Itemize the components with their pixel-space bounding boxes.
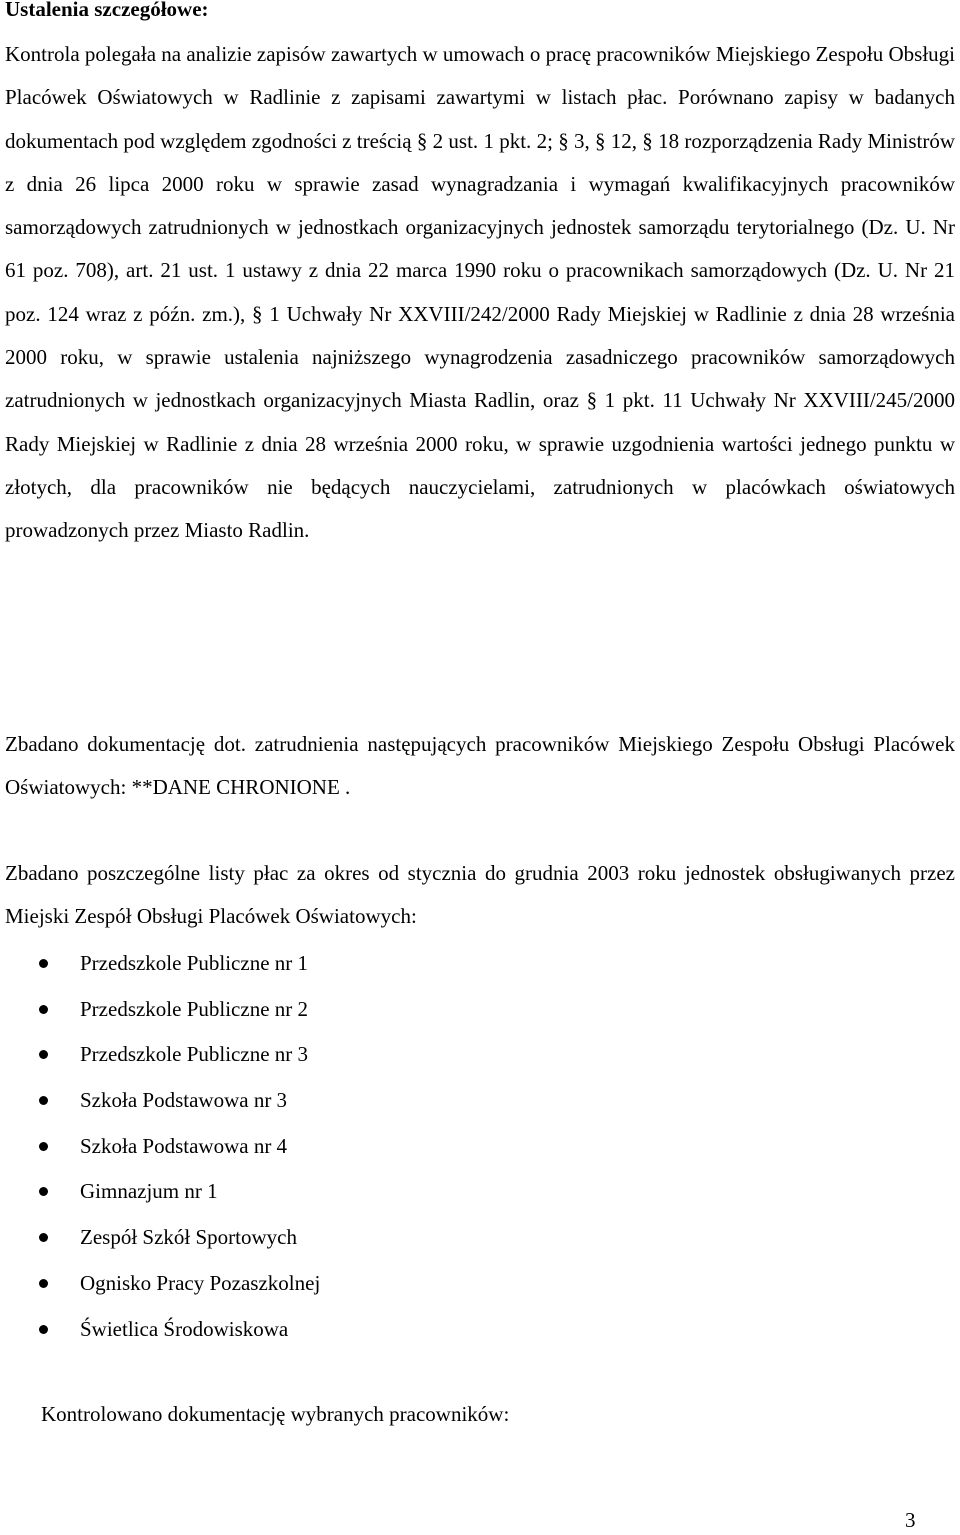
bullet-icon [39,1005,48,1014]
list-item-label: Ognisko Pracy Pozaszkolnej [80,1270,321,1295]
list-item-label: Szkoła Podstawowa nr 4 [80,1133,288,1158]
list-item-label: Zespół Szkół Sportowych [80,1225,297,1250]
bullet-icon [39,1279,48,1288]
scope-paragraph: Kontrola polegała na analizie zapisów zawartych w umowach o pracę pracowników Miejskiego Zespołu Obsługi Placówek Oświatowych w Radlinie z zapisami zawartymi w listach płac. Porównano zapisy w badanych dokumentach pod względem zgodności z treścią § 2 ust. 1 pkt. 2; § 3, § 12, § 18 rozporządzenia Rady Ministrów z dnia 26 lipca 2000 roku w sprawie zasad wynagradzania i wymagań kwalifikacyjnych pracowników samorządowych zatrudnionych w jednostkach organizacyjnych jednostek samorządu terytorialnego (Dz. U. Nr 61 poz. 708), art. 21 ust. 1 ustawy z dnia 22 marca 1990 roku o pracownikach samorządowych (Dz. U. Nr 21 poz. 124 wraz z późn. zm.), § 1 Uchwały Nr XXVIII/242/2000 Rady Miejskiej w Radlinie z dnia 28 września 2000 roku, w sprawie ustalenia najniższego wynagrodzenia zasadniczego pracowników samorządowych zatrudnionych w jednostkach organizacyjnych Miasta Radlin, oraz § 1 pkt. 11 Uchwały Nr XXVIII/245/2000 Rady Miejskiej w Radlinie z dnia 28 września 2000 roku, w sprawie uzgodnienia wartości jednego punktu w złotych, dla pracowników nie będących nauczycielami, zatrudnionych w placówkach oświatowych prowadzonych przez Miasto Radlin. [5,42,955,543]
bullet-icon [39,1325,48,1334]
closing-line: Kontrolowano dokumentację wybranych pracowników: [41,1402,510,1426]
list-item-label: Szkoła Podstawowa nr 3 [80,1088,288,1113]
page-number: 3 [905,1508,916,1532]
list-item-label: Przedszkole Publiczne nr 1 [80,951,309,975]
bullet-icon [39,959,48,968]
section-heading: Ustalenia szczegółowe: [5,0,209,21]
bullet-icon [39,1096,48,1105]
bullet-icon [39,1050,48,1059]
bullet-icon [39,1233,48,1242]
list-item-label: Przedszkole Publiczne nr 2 [80,996,309,1021]
bullet-icon [39,1142,48,1151]
list-item-label: Gimnazjum nr 1 [80,1179,218,1204]
bullet-icon [39,1187,48,1196]
list-item-label: Świetlica Środowiskowa [80,1316,289,1341]
employees-paragraph: Zbadano dokumentację dot. zatrudnienia następujących pracowników Miejskiego Zespołu Obsługi Placówek Oświatowych: **DANE CHRONIONE . [5,732,955,800]
payrolls-paragraph: Zbadano poszczególne listy płac za okres od stycznia do grudnia 2003 roku jednostek obsługiwanych przez Miejski Zespół Obsługi Placówek Oświatowych: [5,861,955,929]
list-item-label: Przedszkole Publiczne nr 3 [80,1042,309,1067]
